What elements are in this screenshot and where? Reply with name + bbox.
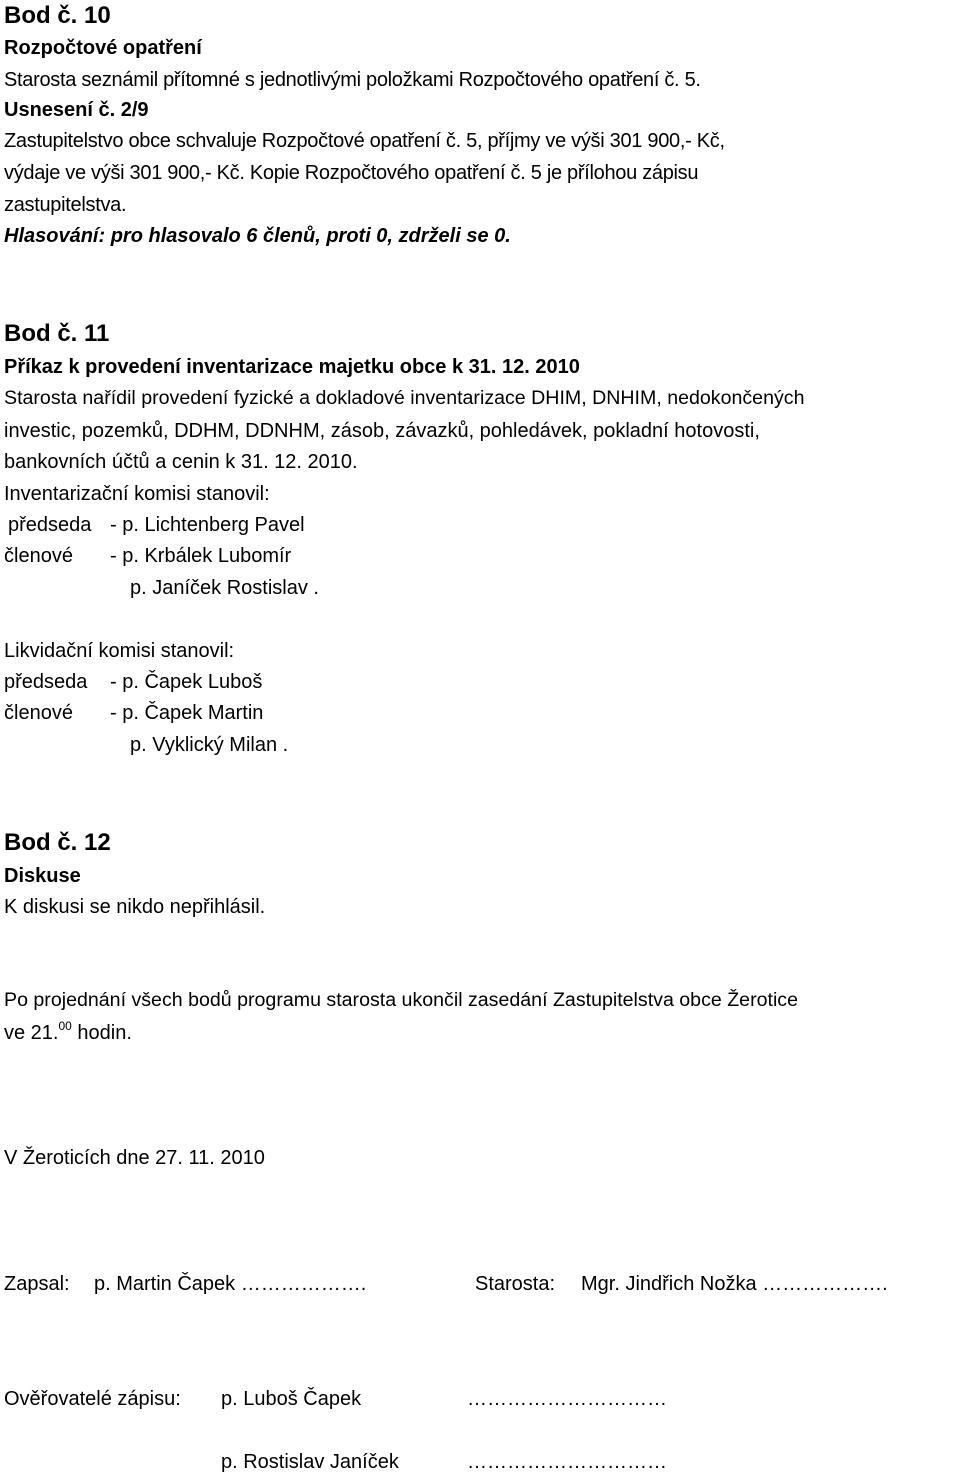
closing-line-2-pre: ve 21. bbox=[4, 1022, 59, 1044]
inv-chair-label: předseda bbox=[8, 514, 92, 536]
liq-chair-label: předseda bbox=[4, 671, 88, 693]
bod12-heading: Bod č. 12 bbox=[4, 829, 111, 856]
verifiers-label: Ověřovatelé zápisu: bbox=[4, 1388, 181, 1410]
closing-line-2-post: hodin. bbox=[71, 1022, 132, 1044]
bod10-text: Starosta seznámil přítomné s jednotlivými položkami Rozpočtového opatření č. 5. bbox=[4, 69, 701, 91]
bod12-title: Diskuse bbox=[4, 865, 81, 887]
bod10-heading: Bod č. 10 bbox=[4, 2, 111, 29]
verifier-1-name: p. Luboš Čapek bbox=[221, 1388, 362, 1410]
bod10-resolution-line-2: výdaje ve výši 301 900,- Kč. Kopie Rozpočtového opatření č. 5 je přílohou zápisu bbox=[4, 162, 699, 184]
bod11-title: Příkaz k provedení inventarizace majetku obce k 31. 12. 2010 bbox=[4, 356, 580, 378]
bod11-heading: Bod č. 11 bbox=[4, 320, 110, 347]
liq-member-1: - p. Čapek Martin bbox=[110, 702, 264, 724]
inv-chair-name: - p. Lichtenberg Pavel bbox=[110, 514, 305, 536]
closing-line-2 bbox=[4, 1019, 132, 1044]
inv-commission-label: Inventarizační komisi stanovil: bbox=[4, 483, 270, 505]
bod11-text-line-3: bankovních účtů a cenin k 31. 12. 2010. bbox=[4, 451, 358, 473]
place-date: V Žeroticích dne 27. 11. 2010 bbox=[4, 1147, 265, 1169]
recorder-label: Zapsal: bbox=[4, 1273, 70, 1295]
inv-member-2: p. Janíček Rostislav . bbox=[130, 577, 319, 599]
liq-members-label: členové bbox=[4, 702, 73, 724]
liq-member-2: p. Vyklický Milan . bbox=[130, 734, 289, 756]
liq-commission-label: Likvidační komisi stanovil: bbox=[4, 640, 235, 662]
inv-members-label: členové bbox=[4, 545, 73, 567]
liq-chair-name: - p. Čapek Luboš bbox=[110, 671, 263, 693]
closing-time-superscript: 00 bbox=[58, 1019, 72, 1033]
bod10-resolution-label: Usnesení č. 2/9 bbox=[4, 99, 149, 121]
bod11-text-line-2: investic, pozemků, DDHM, DDNHM, zásob, závazků, pohledávek, pokladní hotovosti, bbox=[4, 420, 760, 442]
mayor-label: Starosta: bbox=[475, 1273, 556, 1295]
mayor-name: Mgr. Jindřich Nožka ………………. bbox=[581, 1273, 888, 1295]
bod10-title: Rozpočtové opatření bbox=[4, 37, 202, 59]
recorder-name: p. Martin Čapek ………………. bbox=[94, 1273, 367, 1295]
verifier-2-signature-line: ………………………… bbox=[467, 1451, 667, 1473]
inv-member-1: - p. Krbálek Lubomír bbox=[110, 545, 292, 567]
bod10-resolution-line-3: zastupitelstva. bbox=[4, 194, 127, 216]
verifier-2-name: p. Rostislav Janíček bbox=[221, 1451, 399, 1473]
bod10-resolution-line-1: Zastupitelstvo obce schvaluje Rozpočtové opatření č. 5, příjmy ve výši 301 900,- Kč, bbox=[4, 130, 725, 152]
bod11-text-line-1: Starosta nařídil provedení fyzické a dokladové inventarizace DHIM, DNHIM, nedokončených bbox=[4, 387, 805, 409]
verifier-1-signature-line: ………………………… bbox=[467, 1388, 667, 1410]
bod12-text: K diskusi se nikdo nepřihlásil. bbox=[4, 896, 266, 918]
bod10-vote: Hlasování: pro hlasovalo 6 členů, proti 0, zdrželi se 0. bbox=[4, 225, 511, 247]
closing-line-1: Po projednání všech bodů programu starosta ukončil zasedání Zastupitelstva obce Žerotice bbox=[4, 989, 798, 1011]
